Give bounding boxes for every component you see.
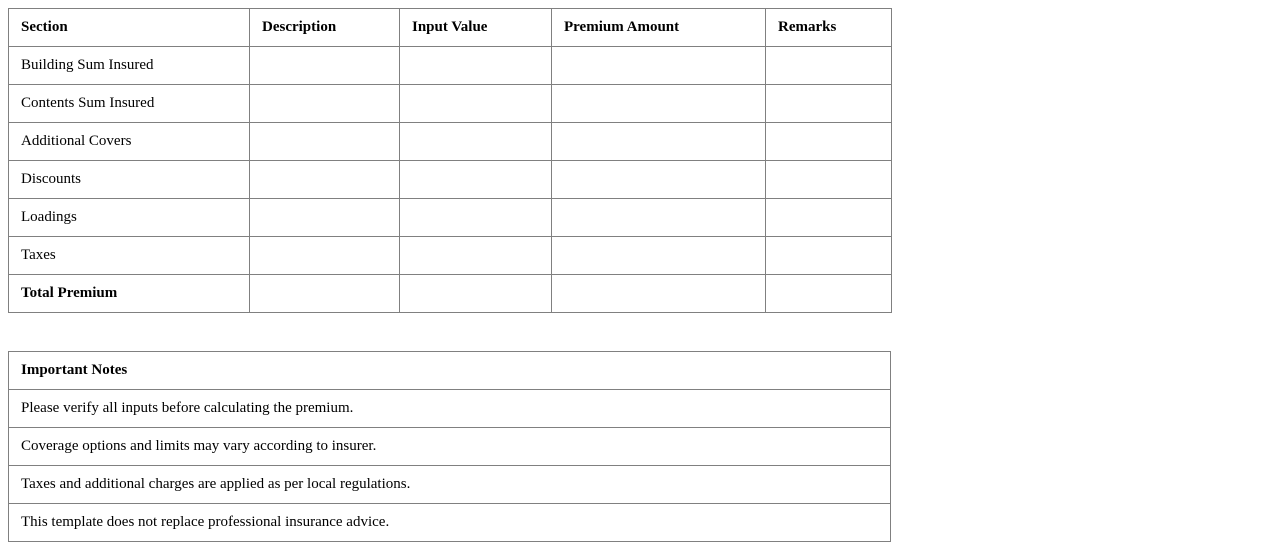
header-premium-amount: Premium Amount [552, 9, 766, 47]
total-premium-row [9, 275, 892, 313]
total-premium-label: Total Premium [9, 275, 250, 313]
table-row [9, 85, 892, 123]
row-section-label: Discounts [9, 161, 250, 199]
notes-header-row [9, 352, 891, 390]
premium-amount-cell[interactable] [552, 123, 766, 161]
premium-amount-cell[interactable] [552, 161, 766, 199]
premium-table [8, 8, 892, 313]
important-notes-table [8, 351, 891, 542]
header-description: Description [250, 9, 400, 47]
table-header-row [9, 9, 892, 47]
remarks-cell[interactable] [766, 199, 892, 237]
row-section-label: Building Sum Insured [9, 47, 250, 85]
table-row [9, 237, 892, 275]
header-section: Section [9, 9, 250, 47]
remarks-cell[interactable] [766, 85, 892, 123]
table-row [9, 47, 892, 85]
row-section-label: Contents Sum Insured [9, 85, 250, 123]
table-row [9, 123, 892, 161]
description-cell[interactable] [250, 237, 400, 275]
note-text: Coverage options and limits may vary according to insurer. [9, 428, 891, 466]
note-text: Please verify all inputs before calculating the premium. [9, 390, 891, 428]
input-value-cell[interactable] [400, 237, 552, 275]
note-row [9, 390, 891, 428]
note-text: This template does not replace professional insurance advice. [9, 504, 891, 542]
remarks-cell[interactable] [766, 161, 892, 199]
row-section-label: Additional Covers [9, 123, 250, 161]
header-remarks: Remarks [766, 9, 892, 47]
note-row [9, 428, 891, 466]
remarks-cell[interactable] [766, 237, 892, 275]
row-section-label: Loadings [9, 199, 250, 237]
table-row [9, 161, 892, 199]
row-section-label: Taxes [9, 237, 250, 275]
remarks-cell[interactable] [766, 275, 892, 313]
premium-amount-cell[interactable] [552, 275, 766, 313]
remarks-cell[interactable] [766, 123, 892, 161]
premium-amount-cell[interactable] [552, 85, 766, 123]
remarks-cell[interactable] [766, 47, 892, 85]
input-value-cell[interactable] [400, 123, 552, 161]
table-row [9, 199, 892, 237]
description-cell[interactable] [250, 275, 400, 313]
note-text: Taxes and additional charges are applied as per local regulations. [9, 466, 891, 504]
description-cell[interactable] [250, 85, 400, 123]
notes-title: Important Notes [9, 352, 891, 390]
premium-amount-cell[interactable] [552, 237, 766, 275]
note-row [9, 466, 891, 504]
premium-amount-cell[interactable] [552, 199, 766, 237]
input-value-cell[interactable] [400, 161, 552, 199]
premium-amount-cell[interactable] [552, 47, 766, 85]
description-cell[interactable] [250, 199, 400, 237]
input-value-cell[interactable] [400, 275, 552, 313]
description-cell[interactable] [250, 47, 400, 85]
input-value-cell[interactable] [400, 85, 552, 123]
header-input-value: Input Value [400, 9, 552, 47]
description-cell[interactable] [250, 161, 400, 199]
input-value-cell[interactable] [400, 47, 552, 85]
note-row [9, 504, 891, 542]
input-value-cell[interactable] [400, 199, 552, 237]
description-cell[interactable] [250, 123, 400, 161]
